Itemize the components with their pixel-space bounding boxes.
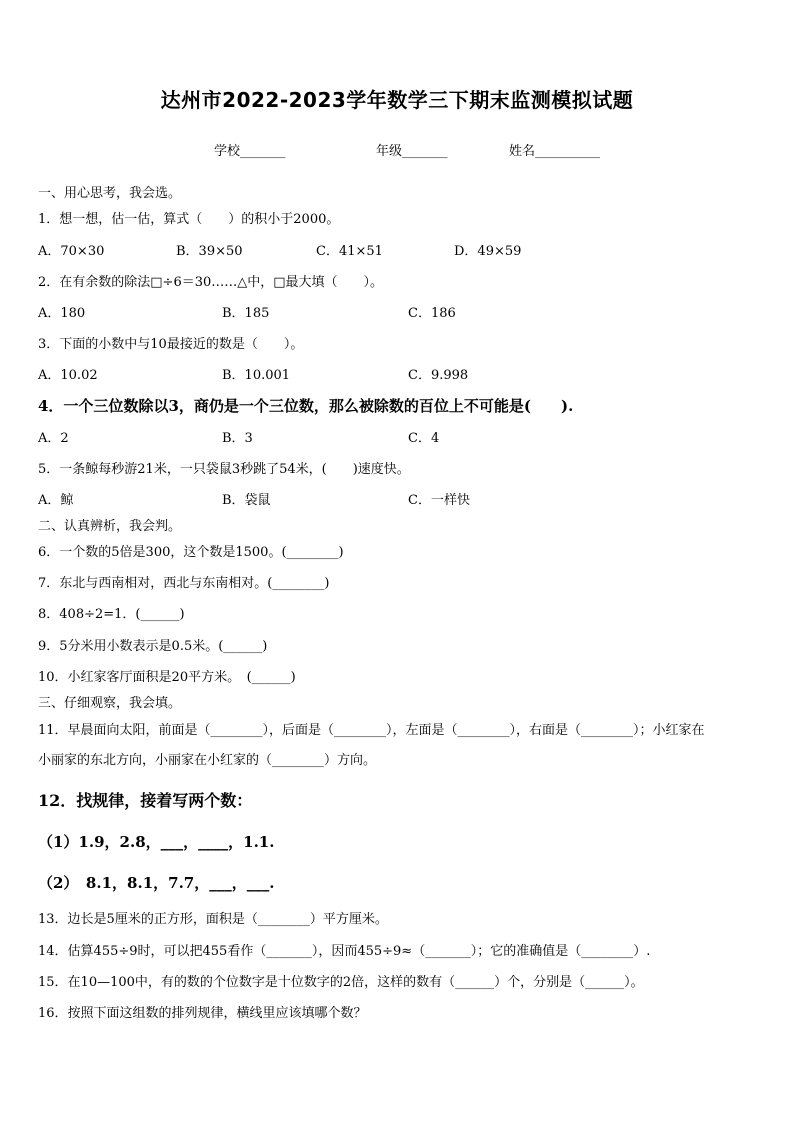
question-12-part-2[interactable]: （2） 8.1，8.1，7.7，___，___.	[38, 874, 275, 892]
question-9[interactable]: 9．5分米用小数表示是0.5米。(______)	[38, 639, 268, 654]
question-2: 2．在有余数的除法□÷6＝30……△中，□最大填（ ）。	[38, 275, 384, 290]
school-field[interactable]: 学校_______	[214, 144, 286, 159]
q1-option-d[interactable]: D．49×59	[454, 244, 522, 259]
question-12: 12．找规律，接着写两个数：	[38, 791, 253, 810]
q2-option-a[interactable]: A．180	[38, 306, 86, 321]
q3-option-c[interactable]: C．9.998	[408, 368, 469, 383]
q2-option-b[interactable]: B．185	[222, 306, 270, 321]
q3-option-b[interactable]: B．10.001	[222, 368, 291, 383]
q4-option-b[interactable]: B．3	[222, 431, 253, 446]
name-field[interactable]: 姓名__________	[509, 144, 601, 159]
q4-option-a[interactable]: A．2	[38, 431, 69, 446]
q1-option-c[interactable]: C．41×51	[316, 244, 383, 259]
q5-option-c[interactable]: C．一样快	[408, 493, 470, 508]
section-heading-2: 二、认真辨析，我会判。	[38, 519, 182, 534]
q1-option-b[interactable]: B．39×50	[176, 244, 243, 259]
q2-option-c[interactable]: C．186	[408, 306, 456, 321]
question-6[interactable]: 6．一个数的5倍是300，这个数是1500。(________)	[38, 545, 344, 560]
grade-field[interactable]: 年级_______	[376, 144, 448, 159]
question-15[interactable]: 15．在10—100中，有的数的个位数字是十位数字的2倍，这样的数有（______）个，分别是（______）。	[38, 975, 644, 990]
q1-option-a[interactable]: A．70×30	[38, 244, 105, 259]
question-4: 4．一个三位数除以3，商仍是一个三位数，那么被除数的百位上不可能是( ).	[38, 397, 574, 415]
q4-option-c[interactable]: C．4	[408, 431, 440, 446]
section-heading-3: 三、仔细观察，我会填。	[38, 696, 182, 711]
question-13[interactable]: 13．边长是5厘米的正方形，面积是（________）平方厘米。	[38, 912, 388, 927]
question-10[interactable]: 10．小红家客厅面积是20平方米。 (______)	[38, 670, 296, 685]
question-1: 1．想一想，估一估，算式（ ）的积小于2000。	[38, 212, 340, 227]
question-8[interactable]: 8．408÷2=1．(______)	[38, 607, 185, 622]
page-title: 达州市2022-2023学年数学三下期末监测模拟试题	[160, 88, 634, 112]
question-14[interactable]: 14．估算455÷9时，可以把455看作（_______），因而455÷9≈（_______）；它的准确值是（________）.	[38, 944, 651, 959]
question-16: 16．按照下面这组数的排列规律，横线里应该填哪个数？	[38, 1006, 367, 1021]
question-7[interactable]: 7．东北与西南相对，西北与东南相对。(________)	[38, 576, 330, 591]
q3-option-a[interactable]: A．10.02	[38, 368, 98, 383]
q5-option-b[interactable]: B．袋鼠	[222, 493, 271, 508]
question-5: 5．一条鲸每秒游21米，一只袋鼠3秒跳了54米，( )速度快。	[38, 462, 410, 477]
question-11-line-1[interactable]: 11．早晨面向太阳，前面是（________），后面是（________），左面是（________），右面是（________）；小红家在	[38, 723, 705, 738]
section-heading-1: 一、用心思考，我会选。	[38, 186, 182, 201]
q5-option-a[interactable]: A．鲸	[38, 493, 74, 508]
question-12-part-1[interactable]: （1）1.9，2.8，___，____，1.1.	[38, 833, 275, 851]
question-11-line-2[interactable]: 小丽家的东北方向，小丽家在小红家的（________）方向。	[38, 753, 377, 768]
question-3: 3．下面的小数中与10最接近的数是（ ）。	[38, 337, 304, 352]
